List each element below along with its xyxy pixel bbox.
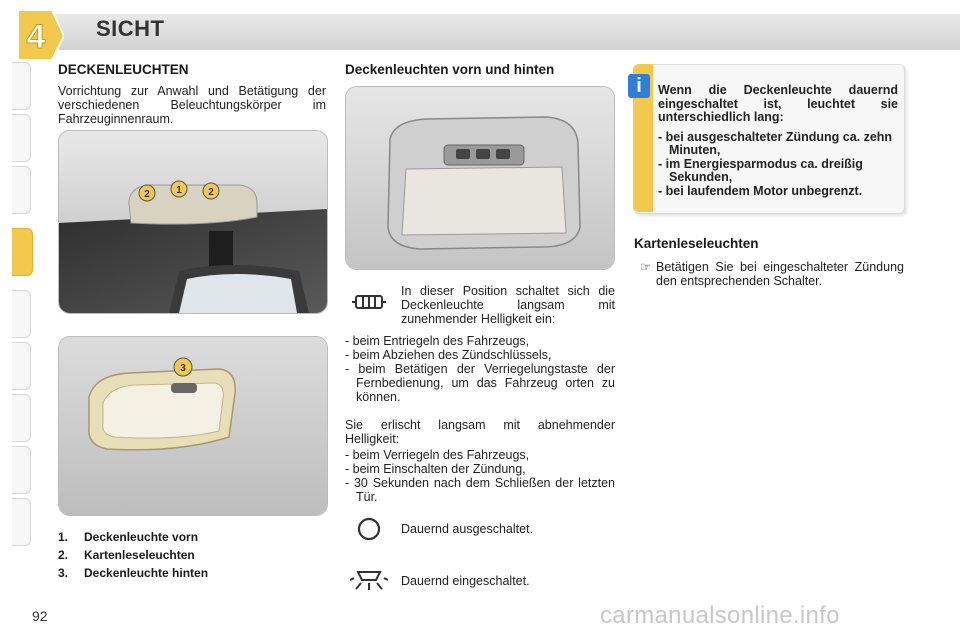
callout-3: 3	[180, 363, 186, 374]
chapter-tab[interactable]	[12, 114, 31, 162]
position-description: In dieser Position schaltet sich die Deckenleuchte langsam mit zunehmender Helligkeit ein:	[401, 284, 615, 326]
info-list-item: - bei ausgeschalteter Zündung ca. zehn Minuten,	[658, 129, 893, 157]
door-light-position-icon	[350, 290, 388, 314]
front-lamp-closeup-illustration	[346, 87, 614, 269]
pointing-hand-icon: ☞	[640, 260, 652, 274]
chapter-tab[interactable]	[12, 62, 31, 110]
always-on-label: Dauernd eingeschaltet.	[401, 574, 530, 588]
info-text	[658, 84, 898, 198]
list-item: - beim Entriegeln des Fahrzeugs,	[345, 334, 530, 348]
legend-item: 3. Deckenleuchte hinten	[58, 566, 209, 580]
header-band	[40, 14, 960, 50]
chapter-tab[interactable]	[12, 446, 31, 494]
section-heading-deckenleuchten: DECKENLEUCHTEN	[58, 62, 189, 77]
chapter-tab[interactable]	[12, 166, 31, 214]
image-legend	[58, 530, 326, 580]
list-item: - beim Einschalten der Zündung,	[345, 462, 526, 476]
chapter-tab-active[interactable]	[12, 228, 33, 276]
page-number: 92	[32, 608, 48, 624]
chapter-tab[interactable]	[12, 290, 31, 338]
chapter-tab[interactable]	[12, 342, 31, 390]
callout-2-right: 2	[208, 187, 214, 198]
map-light-text: Betätigen Sie bei eingeschalteter Zündung den entsprechenden Schalter.	[656, 260, 904, 288]
info-list-item: - im Energiesparmodus ca. dreißig Sekunden,	[658, 156, 863, 184]
watermark: carmanualsonline.info	[600, 602, 840, 629]
list-item: - beim Betätigen der Verriegelungstaste der Fernbedienung, um das Fahrzeug orten zu können.	[345, 362, 615, 404]
front-ceiling-illustration	[59, 131, 327, 313]
chapter-tab[interactable]	[12, 394, 31, 442]
switch-off-intro: Sie erlischt langsam mit abnehmender Helligkeit:	[345, 418, 615, 446]
light-off-icon	[356, 516, 382, 542]
always-off-label: Dauernd ausgeschaltet.	[401, 522, 534, 536]
map-light-instruction	[640, 260, 904, 288]
switch-off-conditions	[345, 448, 615, 504]
rear-ceiling-illustration	[59, 337, 327, 515]
chapter-badge	[12, 4, 64, 64]
light-on-icon	[350, 566, 388, 592]
callout-1: 1	[176, 185, 182, 196]
callout-2-left: 2	[144, 189, 150, 200]
legend-item: 1. Deckenleuchte vorn	[58, 530, 199, 544]
section-heading-map-lights: Kartenleseleuchten	[634, 236, 759, 251]
intro-text: Vorrichtung zur Anwahl und Betätigung der verschiedenen Beleuchtungskörper im Fahrzeuginnenraum.	[58, 84, 326, 126]
chapter-tabs	[12, 62, 32, 577]
info-intro: Wenn die Deckenleuchte dauernd eingeschaltet ist, leuchtet sie unterschiedlich lang:	[658, 83, 898, 124]
info-icon: i	[628, 74, 650, 98]
switch-on-conditions	[345, 334, 615, 404]
chapter-number: 4	[26, 18, 46, 56]
legend-item: 2. Kartenleseleuchten	[58, 548, 195, 562]
list-item: - beim Verriegeln des Fahrzeugs,	[345, 448, 530, 462]
front-lamp-closeup-image	[345, 86, 615, 270]
info-list-item: - bei laufendem Motor unbegrenzt.	[658, 183, 863, 198]
page-title: SICHT	[96, 16, 165, 41]
section-heading-front-rear: Deckenleuchten vorn und hinten	[345, 62, 555, 77]
chapter-tab[interactable]	[12, 498, 31, 546]
front-ceiling-image	[58, 130, 328, 314]
list-item: - beim Abziehen des Zündschlüssels,	[345, 348, 552, 362]
rear-ceiling-image	[58, 336, 328, 516]
list-item: - 30 Sekunden nach dem Schließen der letzten Tür.	[345, 476, 615, 504]
